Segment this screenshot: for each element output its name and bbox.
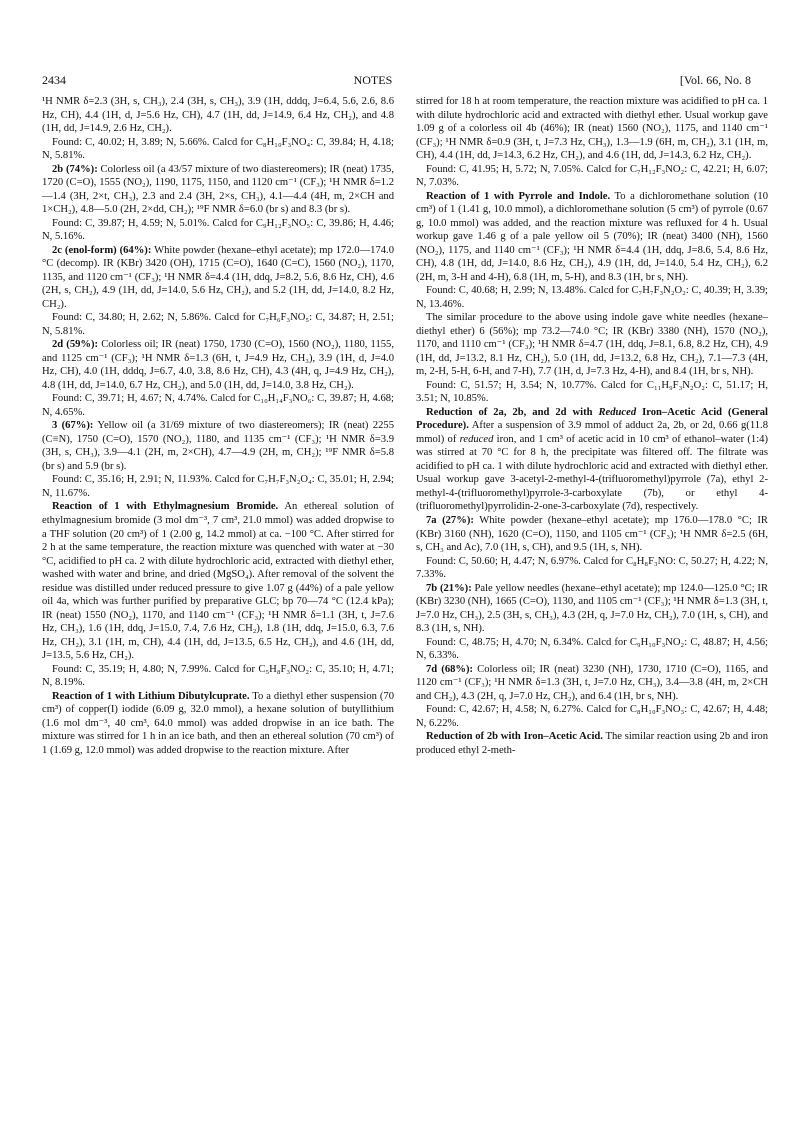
bold-run: Iron–Acetic Acid (General Procedure). [416,406,768,432]
text-run: Found: C, 50.60; H, 4.47; N, 6.97%. Calcd for C₈H₈F₃NO: C, 50.27; H, 4.22; N, 7.33%. [416,555,768,581]
paragraph [42,663,394,690]
text-run: Pale yellow needles (hexane–ethyl acetate); mp 124.0—125.0 °C; IR (KBr) 3230 (NH), 1665 (C=O), 1130, and 1105 cm⁻¹ (CF₃); ¹H NMR δ=1.3 (3H, t, J=7.0 Hz, CH₃), 2.5 (3H, s, CH₃), 4.3 (2H, q, J=7.0 Hz, CH₂), 7.0 (1H, s, CH), and 8.3 (1H, s, NH). [416,582,769,635]
text-run: Found: C, 48.75; H, 4.70; N, 6.34%. Calcd for C₉H₁₀F₃NO₂: C, 48.87; H, 4.56; N, 6.33%. [416,636,768,662]
bold-run: Reduced [598,406,637,418]
text-run: Found: C, 39.87; H, 4.59; N, 5.01%. Calcd for C₉H₁₂F₃NO₅: C, 39.86; H, 4.46; N, 5.16%. [42,217,394,243]
text-run: iron, and 1 cm³ of acetic acid in 10 cm³ of ethanol–water (1:4) was stirred at 70 °C for 8 h, the precipitate was filtered off. The filtrate was acidified to pH ca. 1 with dilute hydrochloric acid and extracted with diethyl ether. Usual workup gave 3-acetyl-2-methyl-4-(trifluoromethyl)pyrrole (7a), ethyl 2-methyl-4-(trifluoromethyl)pyrrole-3-carboxylate (7b), or ethyl 4-(trifluoromethyl)pyrrolidin-2-one-3-carboxylate (7d), respectively. [416,433,768,513]
text-run: Colorless oil; IR (neat) 1750, 1730 (C=O), 1560 (NO₂), 1180, 1155, and 1125 cm⁻¹ (CF₃); ¹H NMR δ=1.3 (6H, t, J=4.9 Hz, CH₃), 3.9 (1H, d, J=4.0 Hz, CH), 4.0 (1H, dddq, J=6.7, 4.0, 3.8, 8.6 Hz, CH), 4.3 (4H, q, J=4.9 Hz, CH₂), 4.8 (1H, dd, J=14.0, 6.7 Hz, CH₂), and 5.0 (1H, dd, J=14.0, 3.8 Hz, CH₂). [42,339,394,391]
paragraph [416,95,768,163]
text-run: Found: C, 41.95; H, 5.72; N, 7.05%. Calcd for C₇H₁₂F₃NO₂: C, 42.21; H, 6.07; N, 7.03%. [416,163,768,189]
paragraph [416,284,768,311]
bold-run: 2c (enol-form) (64%): [52,244,152,256]
page-number: 2434 [42,73,66,87]
text-run: Found: C, 35.16; H, 2.91; N, 11.93%. Calcd for C₇H₇F₃N₂O₄: C, 35.01; H, 2.94; N, 11.67%. [42,474,394,499]
left-column [42,95,394,757]
paragraph [416,406,768,514]
paragraph [42,244,394,312]
bold-run: 7b (21%): [426,582,472,594]
text-run: White powder (hexane–ethyl acetate); mp 176.0—178.0 °C; IR (KBr) 3160 (NH), 1620 (C=O), 1150, and 1105 cm⁻¹ (CF₃); ¹H NMR δ=2.5 (6H, s, CH₃ and Ac), 7.0 (1H, s, CH), and 9.5 (1H, s, NH). [416,514,768,554]
paragraph [42,163,394,217]
paragraph [42,95,394,136]
bold-run: Reduction of 2a, 2b, and 2d with [426,406,599,418]
text-run: To a diethyl ether suspension (70 cm³) of copper(I) iodide (6.09 g, 32.0 mmol), a hexane solution of butyllithium (1.6 mol dm⁻³, 40 cm³, 64.0 mmol) was added dropwise in an ice bath. The mixture was stirred for 1 h in an ice bath, and then an ethereal solution (70 cm³) of 1 (1.69 g, 12.0 mmol) was added dropwise to the reaction mixture. After [42,690,394,756]
paragraph [416,703,768,730]
paragraph [416,663,768,704]
bold-run: Reaction of 1 with Pyrrole and Indole. [426,190,611,202]
page-header [42,73,751,88]
bold-run: 2b (74%): [52,163,98,175]
text-run: The similar reaction using 2b and iron produced ethyl 2-meth- [416,731,768,756]
paragraph [42,392,394,419]
text-run: Found: C, 51.57; H, 3.54; N, 10.77%. Calcd for C₁₁H₉F₃N₂O₂: C, 51.17; H, 3.51; N, 10.85%. [416,379,768,405]
text-run: Found: C, 35.19; H, 4.80; N, 7.99%. Calcd for C₅H₈F₃NO₂: C, 35.10; H, 4.71; N, 8.19%. [42,663,394,689]
paragraph [416,636,768,663]
text-run: White powder (hexane–ethyl acetate); mp 172.0—174.0 °C (decomp). IR (KBr) 3420 (OH), 1715 (C=O), 1640 (C=C), 1560 (NO₂), 1170, 1135, and 1120 cm⁻¹ (CF₃); ¹H NMR δ=4.4 (1H, ddq, J=8.2, 5.6, 8.6 Hz, CH), 4.6 (2H, s, CH₂), 4.9 (1H, dd, J=14.0, 5.6 Hz, CH₂), and 5.2 (1H, dd, J=14.0, 8.2 Hz, CH₂). [42,244,394,310]
paragraph [416,163,768,190]
text-run: To a dichloromethane solution (10 cm³) of 1 (1.41 g, 10.0 mmol), a dichloromethane solution (5 cm³) of pyrrole (0.67 g, 10.0 mmol) was added, and the reaction mixture was refluxed for 4 h. Usual workup gave 1.46 g of a pale yellow oil 5 (70%); IR (neat) 3400 (NH), 1560 (NO₂), 1175, and 1140 cm⁻¹ (CF₃); ¹H NMR δ=4.4 (1H, ddq, J=8.6, 5.4, 8.6 Hz, CH), 4.8 (1H, dd, J=14.0, 8.6 Hz, CH₂), 4.9 (1H, dd, J=14.0, 5.4 Hz, CH₂), 6.2 (2H, m, 3-H and 4-H), 6.8 (1H, m, 5-H), and 8.3 (1H, br s, NH). [416,190,768,283]
text-run: Colorless oil; IR (neat) 3230 (NH), 1730, 1710 (C=O), 1165, and 1120 cm⁻¹ (CF₃); ¹H NMR δ=1.3 (3H, t, J=7.0 Hz, CH₃), 3.4—3.8 (4H, m, 2×CH and CH₂), 4.3 (2H, q, J=7.0 Hz, CH₂), and 6.4 (1H, br s, NH). [416,663,768,702]
paragraph [416,582,768,636]
paragraph [42,419,394,473]
text-run: stirred for 18 h at room temperature, the reaction mixture was acidified to pH ca. 1 with dilute hydrochloric acid and extracted with diethyl ether. Usual workup gave 1.09 g of a colorless oil 4b (46%); IR (neat) 1560 (NO₂), 1175, and 1140 cm⁻¹ (CF₃); ¹H NMR δ=0.9 (3H, t, J=7.3 Hz, CH₃), 1.3—1.9 (6H, m, CH₂), 3.1 (1H, m, CH), 4.4 (1H, dd, J=14.3, 6.2 Hz, CH₂), and 4.6 (1H, dd, J=14.3, 6.2 Hz, CH₂). [416,96,768,162]
bold-run: 2d (59%): [52,339,99,351]
text-run: Found: C, 40.68; H, 2.99; N, 13.48%. Calcd for C₇H₇F₃N₂O₂: C, 40.39; H, 3.39; N, 13.46%. [416,285,768,310]
paragraph [42,500,394,662]
text-run: Found: C, 34.80; H, 2.62; N, 5.86%. Calcd for C₇H₆F₃NO₅: C, 34.87; H, 2.51; N, 5.81%. [42,312,394,337]
text-run: Colorless oil (a 43/57 mixture of two diastereomers); IR (neat) 1735, 1720 (C=O), 1555 (NO₂), 1190, 1175, 1150, and 1120 cm⁻¹ (CF₃); ¹H NMR δ=1.2—1.4 (3H, 2×t, CH₃), 2.3 and 2.4 (3H, 2×s, CH₃), 4.1—4.4 (4H, m, 2×CH and 1×CH₂), 4.8—5.0 (2H, 2×dd, CH₂); ¹⁹F NMR δ=6.0 (br s) and 8.3 (br s). [42,163,395,216]
text-run: After a suspension of 3.9 mmol of adduct 2a, 2b, or 2d, 0.66 g(11.8 mmol) of [416,420,768,445]
paragraph [416,514,768,555]
journal-volume: [Vol. 66, No. 8 [679,73,751,87]
paragraph [416,311,768,379]
paragraph [42,311,394,338]
paragraph [416,190,768,285]
bold-run: 3 (67%): [52,420,94,432]
paragraph [42,217,394,244]
text-run: reduced [459,433,494,445]
bold-run: 7a (27%): [426,514,474,526]
text-run: Found: C, 42.67; H, 4.58; N, 6.27%. Calcd for C₈H₁₀F₃NO₃: C, 42.67; H, 4.48; N, 6.22%. [416,704,768,729]
bold-run: Reduction of 2b with Iron–Acetic Acid. [426,731,603,743]
bold-run: 7d (68%): [426,663,474,675]
text-run: ¹H NMR δ=2.3 (3H, s, CH₃), 2.4 (3H, s, CH₃), 3.9 (1H, dddq, J=6.4, 5.6, 2.6, 8.6 Hz, CH), 4.4 (1H, d, J=5.6 Hz, CH), 4.7 (1H, dd, J=14.9, 6.4 Hz, CH₂), and 4.8 (1H, dd, J=14.9, 2.6 Hz, CH₂). [42,96,394,135]
paragraph [42,690,394,758]
bold-run: Reaction of 1 with Ethylmagnesium Bromide. [52,501,279,513]
text-run: Found: C, 39.71; H, 4.67; N, 4.74%. Calcd for C₁₀H₁₄F₃NO₆: C, 39.87; H, 4.68; N, 4.65%. [42,393,394,418]
paragraph [416,730,768,757]
paragraph [416,379,768,406]
section-title: NOTES [353,73,393,87]
paragraph [416,555,768,582]
text-run: The similar procedure to the above using indole gave white needles (hexane–diethyl ether) 6 (56%); mp 73.2—74.0 °C; IR (KBr) 3380 (NH), 1570 (NO₂), 1170, and 1110 cm⁻¹ (CF₃); ¹H NMR δ=4.7 (1H, ddq, J=8.1, 6.8, 8.2 Hz, CH), 4.9 (1H, dd, J=13.2, 8.1 Hz, CH₂), 5.0 (1H, dd, J=13.2, 6.8 Hz, CH₂), 7.1—7.3 (4H, m, 2-H, 5-H, 6-H, and 7-H), 7.7 (1H, d, J=7.3 Hz, 4-H), and 8.4 (1H, br s, NH). [416,312,768,378]
text-run: Yellow oil (a 31/69 mixture of two diastereomers); IR (neat) 2255 (C≡N), 1750 (C=O), 1570 (NO₂), 1180, and 1135 cm⁻¹ (CF₃); ¹H NMR δ=3.9 (3H, s, CH₃), 3.9—4.1 (2H, m, 2×CH), 4.7—4.9 (2H, m, CH₂); ¹⁹F NMR δ=5.8 (br s) and 5.9 (br s). [42,420,394,472]
paragraph [42,338,394,392]
paragraph [42,473,394,500]
text-run: An ethereal solution of ethylmagnesium bromide (3 mol dm⁻³, 7 cm³, 21.0 mmol) was added dropwise to a THF solution (20 cm³) of 1 (2.00 g, 14.2 mmol) at ca. −100 °C. After stirred for 2 h at the same temperature, the reaction mixture was quenched with water at −30 °C, acidified to pH ca. 2 with dilute hydrochloric acid, extracted with diethyl ether, washed with water and brine, and dried (MgSO₄). After removal of the solvent the residue was distilled under reduced pressure to give 1.07 g (44%) of a pale yellow oil 4a, which was further purified by preparative GLC; bp 70—74 °C (12.4 kPa); IR (neat) 1550 (NO₂), 1170, and 1140 cm⁻¹ (CF₃); ¹H NMR δ=1.1 (3H, t, J=7.6 Hz, CH₃), 1.6 (1H, ddq, J=15.0, 7.4, 7.6 Hz, CH₂), 1.8 (1H, ddq, J=15.0, 6.3, 7.6 Hz, CH₂), 3.1 (1H, m, CH), 4.4 (1H, dd, J=13.5, 6.5 Hz, CH₂), and 4.6 (1H, dd, J=13.5, 5.6 Hz, CH₂). [42,501,394,662]
paragraph [42,136,394,163]
right-column [416,95,768,757]
bold-run: Reaction of 1 with Lithium Dibutylcuprate. [52,690,250,702]
text-run: Found: C, 40.02; H, 3.89; N, 5.66%. Calcd for C₈H₁₀F₃NO₄: C, 39.84; H, 4.18; N, 5.81%. [42,136,394,162]
